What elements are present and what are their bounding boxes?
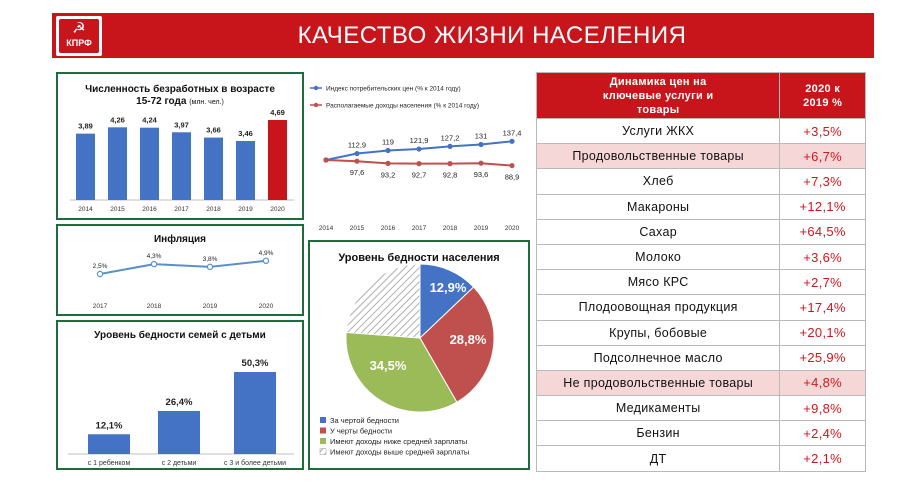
price-change: +12,1% [780, 194, 866, 219]
data-label: 12,1% [95, 420, 123, 432]
price-change: +2,7% [780, 270, 866, 295]
party-logo [56, 16, 102, 56]
prices-header-name: Динамика цен на ключевые услуги и товары [537, 73, 780, 119]
tick-label: 2018 [442, 225, 458, 232]
price-change: +9,8% [780, 396, 866, 421]
slice-label: 34,5% [369, 358, 407, 373]
legend-swatch [320, 428, 326, 434]
price-change: +2,1% [780, 446, 866, 471]
inflation-panel [56, 224, 304, 316]
families-chart [58, 322, 302, 468]
data-point [97, 271, 102, 276]
tick-label: 2019 [202, 303, 218, 310]
data-label: 92,7 [411, 170, 427, 180]
product-name: Услуги ЖКХ [537, 119, 780, 144]
data-label: 50,3% [241, 358, 269, 369]
legend-label: Располагаемые доходы населения (% к 2014 году) [326, 102, 480, 110]
slice-label: 28,8% [449, 332, 487, 347]
data-label: 93,6 [473, 170, 489, 180]
poverty-chart [310, 242, 528, 468]
data-label: 93,2 [380, 170, 396, 180]
inflation-line [100, 261, 266, 274]
data-label: 131 [474, 131, 488, 141]
product-name: Сахар [537, 219, 780, 244]
tick-label: 2014 [78, 206, 93, 213]
tick-label: с 1 ребенком [87, 460, 131, 467]
logo-inner [59, 19, 99, 53]
tick-label: 2019 [238, 206, 253, 213]
data-label: 3,66 [206, 125, 221, 135]
hammer-sickle-icon: ☭ [72, 19, 86, 37]
tick-label: 2015 [349, 225, 365, 232]
bar [172, 132, 191, 200]
tick-label: 2020 [258, 303, 274, 310]
price-change: +64,5% [780, 219, 866, 244]
cpi-income-panel [306, 72, 532, 238]
cpi-income-chart [306, 72, 532, 238]
prices-table-row [537, 244, 866, 269]
legend-swatch [320, 449, 326, 455]
bar [204, 138, 223, 200]
legend-swatch [320, 438, 326, 444]
data-label: 26,4% [165, 396, 193, 408]
bar [236, 141, 255, 200]
prices-table-row [537, 320, 866, 345]
prices-table-row [537, 295, 866, 320]
legend-swatch [320, 417, 326, 423]
families-title: Уровень бедности семей с детьми [94, 330, 266, 341]
data-label: 127,2 [440, 133, 460, 143]
unemployment-title-text: Численность безработных в возрасте 15-72 года [85, 84, 275, 107]
data-point [385, 161, 390, 166]
tick-label: с 2 детьми [161, 460, 197, 467]
legend-marker [314, 86, 318, 90]
bar [108, 127, 127, 200]
inflation-chart [58, 226, 302, 314]
poverty-title: Уровень бедности населения [338, 252, 500, 264]
price-change: +17,4% [780, 295, 866, 320]
product-name: Макароны [537, 194, 780, 219]
legend-marker [314, 103, 318, 107]
prices-table-row [537, 446, 866, 471]
product-name: Молоко [537, 244, 780, 269]
data-label: 4,9% [258, 249, 274, 257]
data-point [263, 258, 268, 263]
product-name: ДТ [537, 446, 780, 471]
data-label: 3,97 [174, 120, 189, 130]
product-name: Хлеб [537, 169, 780, 194]
price-change: +20,1% [780, 320, 866, 345]
prices-table-row [537, 345, 866, 370]
data-point [416, 146, 421, 151]
bar [234, 372, 276, 454]
logo-text: КПРФ [66, 38, 92, 48]
unemployment-chart [58, 74, 302, 218]
data-label: 97,6 [349, 168, 365, 178]
data-label: 137,4 [502, 128, 522, 138]
tick-label: с 3 и более детьми [223, 460, 287, 467]
data-point [354, 151, 359, 156]
tick-label: 2016 [142, 206, 157, 213]
legend-label: Имеют доходы ниже средней зарплаты [330, 437, 468, 446]
bar [88, 434, 130, 454]
inflation-title: Инфляция [153, 234, 207, 245]
data-point [151, 262, 156, 267]
data-label: 3,46 [238, 128, 253, 138]
tick-label: 2016 [380, 225, 396, 232]
prices-table-row [537, 396, 866, 421]
tick-label: 2018 [146, 303, 162, 310]
prices-table [536, 72, 866, 472]
product-name: Медикаменты [537, 396, 780, 421]
legend-label: За чертой бедности [330, 416, 399, 425]
data-point [207, 264, 212, 269]
tick-label: 2014 [318, 225, 334, 232]
price-change: +3,6% [780, 244, 866, 269]
tick-label: 2018 [206, 206, 221, 213]
tick-label: 2017 [92, 303, 108, 310]
data-point [478, 142, 483, 147]
tick-label: 2020 [270, 206, 285, 213]
tick-label: 2017 [411, 225, 427, 232]
prices-table-row [537, 169, 866, 194]
data-label: 3,89 [78, 121, 93, 131]
data-label: 4,26 [110, 115, 125, 125]
prices-table-row [537, 119, 866, 144]
legend-label: Имеют доходы выше средней зарплаты [330, 447, 470, 457]
prices-table-row [537, 144, 866, 169]
product-name: Продовольственные товары [537, 144, 780, 169]
product-name: Крупы, бобовые [537, 320, 780, 345]
families-panel [56, 320, 304, 470]
data-label: 88,9 [504, 172, 520, 182]
prices-table-row [537, 194, 866, 219]
bar [158, 411, 200, 454]
price-change: +7,3% [780, 169, 866, 194]
price-change: +25,9% [780, 345, 866, 370]
product-name: Подсолнечное масло [537, 345, 780, 370]
data-label: 2,5% [92, 263, 108, 270]
data-point [509, 139, 514, 144]
bar [268, 120, 287, 200]
bar [140, 128, 159, 200]
unemployment-panel [56, 72, 304, 220]
data-point [478, 161, 483, 166]
data-point [509, 163, 514, 168]
bar [76, 134, 95, 200]
tick-label: 2017 [174, 206, 189, 213]
data-point [354, 159, 359, 164]
price-change: +6,7% [780, 144, 866, 169]
product-name: Мясо КРС [537, 270, 780, 295]
product-name: Плодоовощная продукция [537, 295, 780, 320]
price-change: +4,8% [780, 370, 866, 395]
data-label: 92,8 [442, 170, 458, 180]
pie-slice [346, 264, 420, 338]
data-point [385, 148, 390, 153]
legend-label: Индекс потребительских цен (% к 2014 году) [326, 85, 461, 93]
product-name: Бензин [537, 421, 780, 446]
price-change: +2,4% [780, 421, 866, 446]
slice-label: 12,9% [429, 280, 467, 295]
poverty-panel [308, 240, 530, 470]
data-label: 3,8% [202, 255, 218, 263]
product-name: Не продовольственные товары [537, 370, 780, 395]
tick-label: 2019 [473, 225, 489, 232]
data-label: 4,69 [270, 108, 285, 117]
data-point [447, 161, 452, 166]
prices-table-header [537, 73, 866, 119]
header-banner [52, 13, 874, 58]
legend-label: У черты бедности [330, 426, 393, 436]
prices-table-row [537, 370, 866, 395]
prices-table-row [537, 219, 866, 244]
prices-header-value: 2020 к 2019 % [780, 73, 866, 119]
prices-table-row [537, 270, 866, 295]
unemployment-subtitle: (млн. чел.) [189, 99, 224, 106]
tick-label: 2015 [110, 206, 125, 213]
data-label: 119 [382, 137, 394, 147]
prices-table-body [537, 73, 866, 472]
data-point [416, 161, 421, 166]
data-label: 121,9 [409, 136, 429, 146]
page-title: КАЧЕСТВО ЖИЗНИ НАСЕЛЕНИЯ [297, 22, 687, 49]
data-label: 4,3% [146, 253, 162, 261]
tick-label: 2020 [504, 225, 520, 232]
data-label: 112,9 [347, 140, 367, 150]
data-label: 4,24 [142, 115, 157, 125]
price-change: +3,5% [780, 119, 866, 144]
data-point [323, 157, 328, 162]
data-point [447, 144, 452, 149]
prices-table-row [537, 421, 866, 446]
